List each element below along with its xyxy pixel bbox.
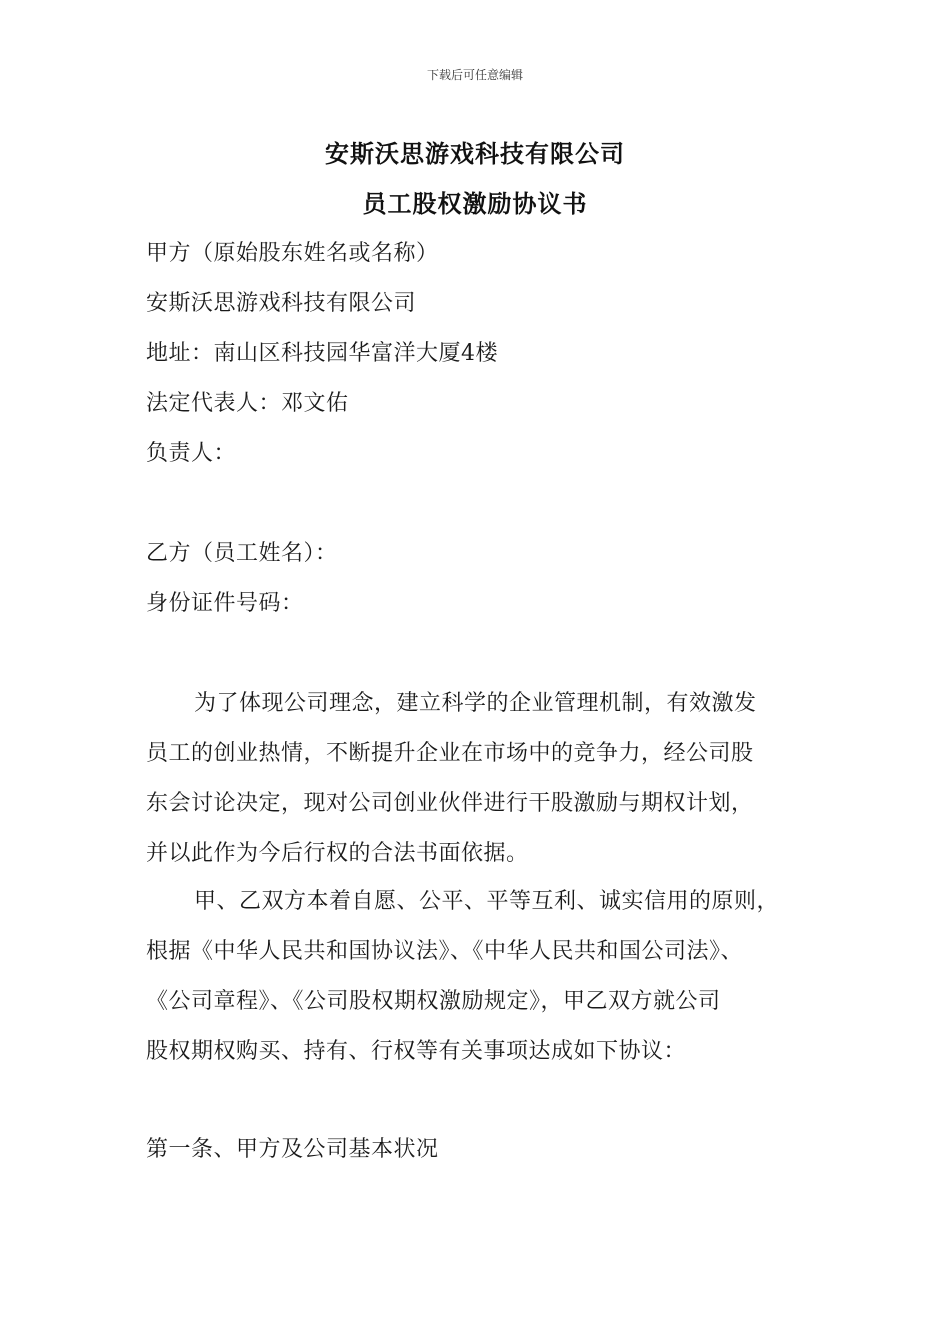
preamble-p2-line: 根据《中华人民共和国协议法》、《中华人民共和国公司法》、 <box>146 939 744 964</box>
party-a-person-in-charge: 负责人： <box>146 441 237 466</box>
party-a-name: 安斯沃思游戏科技有限公司 <box>146 291 417 316</box>
party-a-address: 地址：南山区科技园华富洋大厦4楼 <box>146 341 498 366</box>
party-a-legal-rep: 法定代表人：邓文佑 <box>146 391 349 416</box>
party-b-heading: 乙方（员工姓名）： <box>146 541 338 566</box>
preamble-p1-line: 为了体现公司理念，建立科学的企业管理机制，有效激发 <box>194 691 757 716</box>
party-a-heading: 甲方（原始股东姓名或名称） <box>146 241 439 266</box>
preamble-p2-line: 股权期权购买、持有、行权等有关事项达成如下协议： <box>146 1039 687 1064</box>
company-title: 安斯沃思游戏科技有限公司 <box>325 139 625 168</box>
party-b-id-number: 身份证件号码： <box>146 591 304 616</box>
article-1-heading: 第一条、甲方及公司基本状况 <box>146 1137 439 1162</box>
preamble-p1-line: 并以此作为今后行权的合法书面依据。 <box>146 841 529 866</box>
agreement-title: 员工股权激励协议书 <box>362 189 588 218</box>
preamble-p1-line: 员工的创业热情，不断提升企业在市场中的竞争力，经公司股 <box>146 741 754 766</box>
page-header-note: 下载后可任意编辑 <box>426 68 523 82</box>
preamble-p2-line: 《公司章程》、《公司股权期权激励规定》，甲乙双方就公司 <box>146 989 721 1014</box>
preamble-p2-line: 甲、乙双方本着自愿、公平、平等互利、诚实信用的原则， <box>194 889 780 914</box>
preamble-p1-line: 东会讨论决定，现对公司创业伙伴进行干股激励与期权计划， <box>146 791 754 816</box>
